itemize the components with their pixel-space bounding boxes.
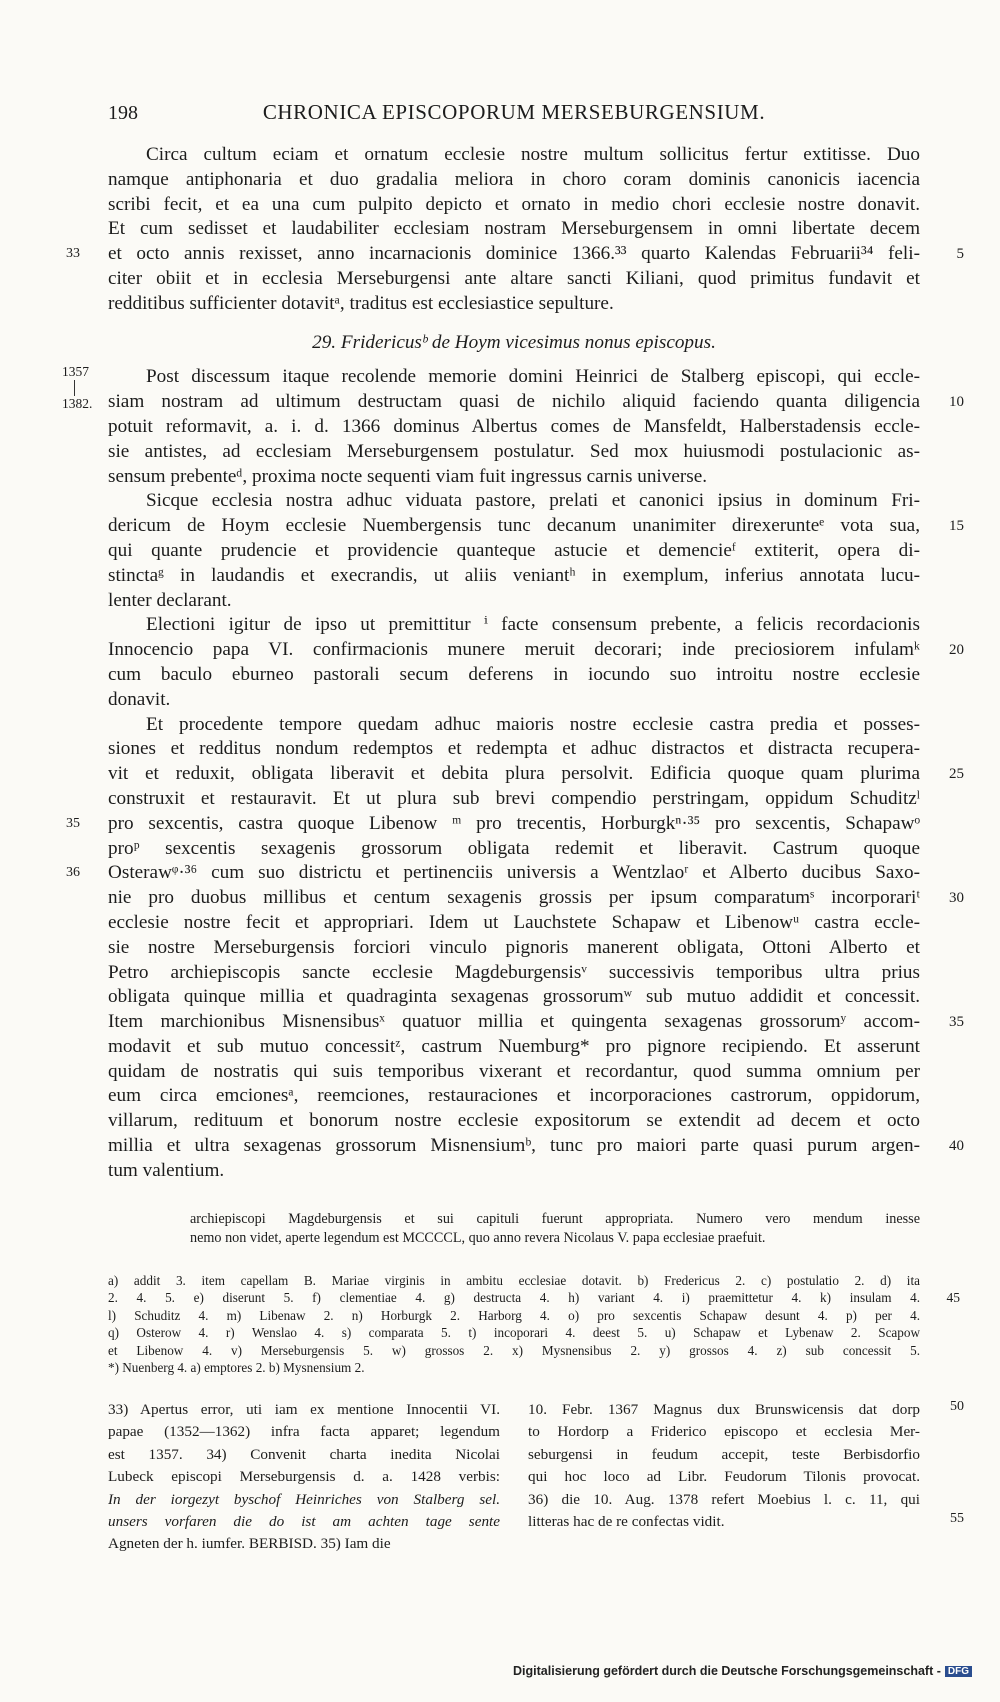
line-number: 55 <box>950 1511 964 1526</box>
note-line: papae (1352—1362) infra facta apparet; legendum <box>108 1423 500 1441</box>
text-line: construxit et restauravit. Et ut plura sub brevi compendio perstringam, oppidum Schuditzˡ <box>108 787 920 809</box>
critical-note-line: nemo non videt, aperte legendum est MCCCCL, quo anno revera Nicolaus V. papa ecclesiae praefuit. <box>190 1229 766 1246</box>
digitization-credit <box>513 1664 972 1678</box>
text-line: quidam de nostratis qui suis temporibus vixerant et recordantur, quod summa omnium per <box>108 1060 920 1082</box>
text-line: obligata quinque millia et quadraginta sexagenas grossorumʷ sub mutuo addidit et concessit. <box>108 986 920 1008</box>
notes-right-column <box>528 1399 920 1533</box>
text-line: donavit. <box>108 688 171 710</box>
note-line: Lubeck episcopi Merseburgensis d. a. 1428 verbis: <box>108 1468 500 1486</box>
line-number: 30 <box>949 890 964 907</box>
note-line: 33) Apertus error, uti iam ex mentione Innocentii VI. <box>108 1401 500 1418</box>
line-number: 5 <box>956 246 964 263</box>
note-line: In der iorgezyt byschof Heinriches von Stalberg sel. <box>108 1490 500 1508</box>
text-line: 33 et octo annis rexisset, anno incarnacionis dominice 1366.³³ quarto Kalendas Februarii³⁴ feli- 5 <box>108 242 920 267</box>
note-line: 36) die 10. Aug. 1378 refert Moebius l. c. 11, qui <box>528 1490 920 1508</box>
note-line: unsers vorfaren die do ist am achten tage sente <box>108 1513 500 1531</box>
critical-note <box>190 1210 920 1247</box>
margin-date-start: 1357 <box>62 364 89 380</box>
text-line: potuit reformavit, a. i. d. 1366 dominus Albertus comes de Mansfeldt, Halberstadensis eccle- <box>108 415 920 437</box>
page-number: 198 <box>108 102 138 124</box>
credit-text: Digitalisierung gefördert durch die Deutsche Forschungsgemeinschaft - <box>513 1664 941 1678</box>
text-line: Sicque ecclesia nostra adhuc viduata pastore, prelati et canonici ipsius in dominum Fri- <box>146 490 920 512</box>
text-line: eum circa emcionesᵃ, reemciones, restauraciones et incorporaciones castrorum, oppidorum, <box>108 1085 920 1107</box>
text-line: millia et ultra sexagenas grossorum Misnensiumᵇ, tunc pro maiori parte quasi purum argen- 40 <box>108 1134 920 1159</box>
text-line: cum baculo eburneo pastorali secum deferens in iocundo suo introitu nostre ecclesie <box>108 663 920 685</box>
text-line: villarum, redituum et bonorum nostre ecclesie expositorum se extendit ad decem et octo <box>108 1110 920 1132</box>
page-header <box>108 98 920 132</box>
note-line: seburgensi in feudum accepit, teste Berbisdorfio <box>528 1445 920 1463</box>
text-line: Et procedente tempore quedam adhuc maioris nostre ecclesie castra predia et posses- <box>146 713 920 735</box>
text-line: 36 Osterawᵠ·³⁶ cum suo districtu et pertinenciis universis a Wentzlaoʳ et Alberto ducibus Saxo- <box>108 861 920 886</box>
note-line: 10. Febr. 1367 Magnus dux Brunswicensis dat dorp <box>528 1401 920 1418</box>
line-number: 40 <box>949 1138 964 1155</box>
section-heading: 29. Fridericusᵇ de Hoym vicesimus nonus episcopus. <box>312 331 716 353</box>
text-line: sie antistes, ad ecclesiam Merseburgensem postulatur. Sed mox huiusmodi postulacionic as- <box>108 440 920 462</box>
text-line: qui quante prudencie et providencie quanteque astucie et demencieᶠ extiterit, opera di- <box>108 539 920 561</box>
apparatus-line: l) Schuditz 4. m) Libenaw 2. n) Horburgk 2. Harborg 4. o) pro sexcentis Schapaw desunt 4. p) per 4. <box>108 1307 920 1323</box>
textual-apparatus <box>108 1272 960 1376</box>
text-line: citer obiit et in ecclesia Merseburgensi ante altare sancti Kiliani, quod primitus fundavit et <box>108 267 920 289</box>
text-line: siam nostram ad ultimum destructam quasi de nichilo aliquid faciendo quanta diligencia 10 <box>108 390 920 415</box>
text-line: siones et redditus nondum redemptos et redempta et adhuc distractos et distracta recupera- <box>108 738 920 760</box>
text-line: redditibus sufficienter dotavitᵃ, traditus est ecclesiastice sepulture. <box>108 292 614 314</box>
line-number: 20 <box>949 642 964 659</box>
text-line: Petro archiepiscopis sancte ecclesie Magdeburgensisᵛ successivis temporibus ultra prius <box>108 961 920 983</box>
text-line: ecclesie nostre fecit et appropriari. Idem ut Lauchstete Schapaw et Libenowᵘ castra eccle- <box>108 911 920 933</box>
running-title: CHRONICA EPISCOPORUM MERSEBURGENSIUM. <box>262 100 766 124</box>
text-line: sie nostre Merseburgensis forciori vinculo pignoris manerent obligata, Ottoni Alberto et <box>108 936 920 958</box>
main-text <box>62 143 964 1184</box>
margin-note-ref: 35 <box>66 815 80 831</box>
apparatus-line: et Libenow 4. v) Merseburgensis 5. w) grossos 2. x) Mysnensibus 2. y) grossos 4. z) sub concessit 5. <box>108 1342 920 1358</box>
apparatus-line: q) Osterow 4. r) Wenslao 4. s) comparata 5. t) incoporari 4. deest 5. u) Schapaw et Lybenaw 2. Scapow <box>108 1325 920 1341</box>
note-line: est 1357. 34) Convenit charta inedita Nicolai <box>108 1445 500 1463</box>
text-line: Innocencio papa VI. confirmacionis munere meruit decorari; inde preciosiorem infulamᵏ 20 <box>108 638 920 663</box>
note-line: qui hoc loco ad Libr. Feudorum Tilonis provocat. <box>528 1468 920 1486</box>
note-line: Agneten der h. iumfer. BERBISD. 35) Iam die <box>108 1535 391 1553</box>
text-line: namque antiphonaria et duo gradalia meliora in choro coram dominis canonicis iacencia <box>108 168 920 190</box>
apparatus-line: 2. 4. 5. e) diserunt 5. f) clementiae 4. g) destructa 4. h) variant 4. i) praemittetur 4. k) insulam 4. 45 <box>108 1290 960 1306</box>
note-line: litteras hac de re confectas vidit. <box>528 1513 725 1531</box>
text-line: Item marchionibus Misnensibusˣ quatuor millia et quingenta sexagenas grossorumʸ accom- 35 <box>108 1010 920 1035</box>
text-line: stinctaᵍ in laudandis et execrandis, ut aliis veniantʰ in exemplum, inferius annotata lucu- <box>108 564 920 586</box>
text-line: Circa cultum eciam et ornatum ecclesie nostre multum sollicitus fertur extitisse. Duo <box>146 144 920 165</box>
text-line: dericum de Hoym ecclesie Nuembergensis tunc decanum unanimiter direxerunteᵉ vota sua, 15 <box>108 514 920 539</box>
text-line: 1357 1382. Post discessum itaque recolende memorie domini Heinrici de Stalberg episcopi, qui eccle- <box>62 364 920 412</box>
text-line: proᵖ sexcentis sexagenis grossorum obligata redemit et liberavit. Castrum quoque <box>108 837 920 859</box>
margin-date-bar <box>74 380 75 396</box>
margin-note-ref: 33 <box>66 246 80 262</box>
margin-note-ref: 36 <box>66 865 80 881</box>
line-number: 35 <box>949 1014 964 1031</box>
line-number: 10 <box>949 394 964 411</box>
text-line: lenter declarant. <box>108 589 232 611</box>
text-line: Et cum sedisset et laudabiliter ecclesiam nostram Merseburgensem in omni libertate decem <box>108 218 920 240</box>
text-line: nie pro duobus millibus et centum sexagenis grossis per ipsum comparatumˢ incorporariᵗ 30 <box>108 886 920 911</box>
critical-note-line: archiepiscopi Magdeburgensis et sui capituli fuerunt appropriata. Numero vero mendum inesse <box>190 1211 920 1227</box>
line-number: 50 <box>950 1399 964 1414</box>
notes-left-column <box>108 1399 500 1556</box>
text-line: sensum prebenteᵈ, proxima nocte sequenti viam fuit ingressus carnis universe. <box>108 465 708 487</box>
dfg-logo: DFG <box>945 1666 972 1677</box>
line-number: 45 <box>946 1290 960 1306</box>
apparatus-line: a) addit 3. item capellam B. Mariae virginis in ambitu ecclesiae dotavit. b) Fredericus 2. c) postulatio 2. d) ita <box>108 1273 920 1288</box>
note-line: to Hordorp a Friderico episcopo et ecclesia Mer- <box>528 1423 920 1441</box>
line-number: 15 <box>949 518 964 535</box>
text-line: Electioni igitur de ipso ut premittitur ⁱ facte consensum prebente, a felicis recordacionis <box>146 614 920 636</box>
text-line: 35 pro sexcentis, castra quoque Libenow ᵐ pro trecentis, Horburgkⁿ·³⁵ pro sexcentis, Schapawᵒ <box>108 812 920 837</box>
text-line: tum valentium. <box>108 1159 225 1181</box>
margin-date-end: 1382. <box>62 396 93 412</box>
text-line: vit et reduxit, obligata liberavit et debita plura persolvit. Edificia quoque quam plurima 25 <box>108 762 920 787</box>
apparatus-line: *) Nuenberg 4. a) emptores 2. b) Mysnensium 2. <box>108 1360 365 1376</box>
text-line: modavit et sub mutuo concessitᶻ, castrum Nuemburg* pro pignore recipiendo. Et asserunt <box>108 1035 920 1057</box>
line-number: 25 <box>949 766 964 783</box>
text-line: scribi fecit, et ea una cum pulpito depicto et ornato in medio chori ecclesie nostre donavit. <box>108 193 920 215</box>
